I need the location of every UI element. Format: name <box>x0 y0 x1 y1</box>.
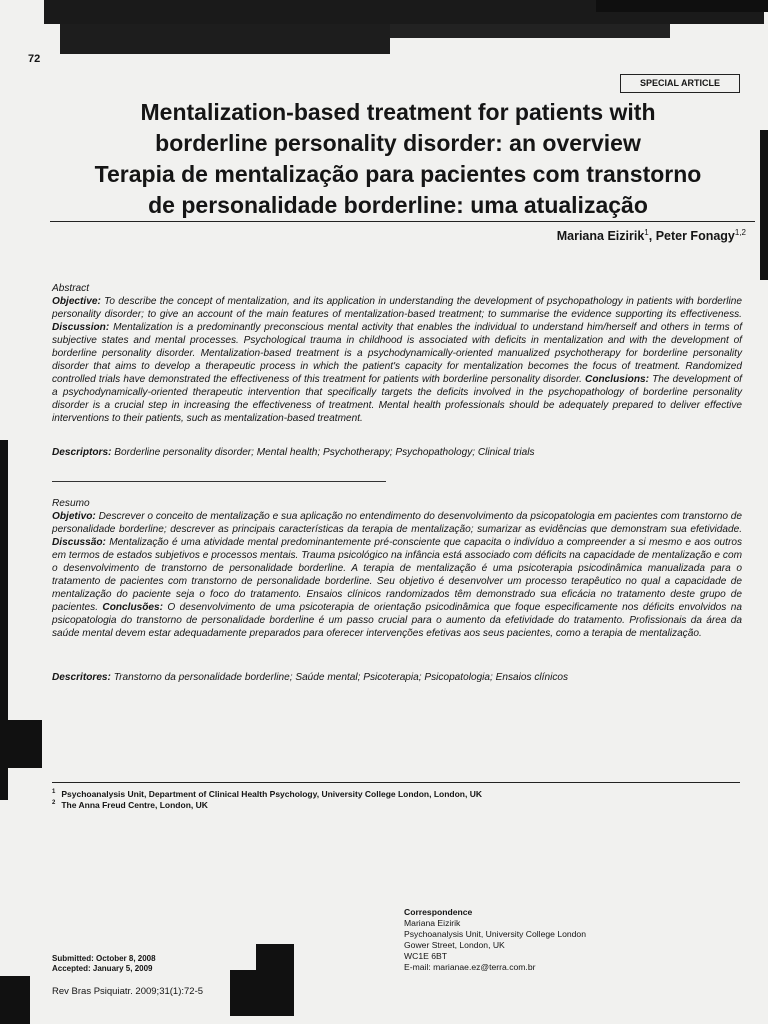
objective-text: To describe the concept of mentalization, and its application in understanding the development of psychopathology in patients with borderline personality disorder; to give an account of the main features of mentalization-based treatment; to summarise the evidence supporting its effectiveness. <box>52 296 742 320</box>
submitted-date: Submitted: October 8, 2008 <box>52 954 156 963</box>
section-badge: SPECIAL ARTICLE <box>620 74 740 93</box>
conclusoes-text: O desenvolvimento de uma psicoterapia de orientação psicodinâmica que foque especificamente nos déficits envolvidos na psicopatologia do transtorno de personalidade borderline é um passo crucial para o aumento da efetividade do tratamento. Profissionais da área da saúde mental devem estar adequadamente preparados para oferecer intervenções efetivas aos seus pacientes, como a terapia de mentalização. <box>52 602 742 639</box>
objetivo-text: Descrever o conceito de mentalização e sua aplicação no entendimento do desenvolvimento da psicopatologia em pacientes com transtorno de personalidade borderline; descrever as principais características da terapia de mentalização; sumarizar as evidências que demonstram sua efetividade. <box>52 511 742 535</box>
footnote-mark: 2 <box>52 800 56 807</box>
scan-artifact-top-right <box>596 0 768 12</box>
scan-artifact-top-mid <box>390 24 670 38</box>
page-number: 72 <box>28 53 41 65</box>
objective-label: Objective: <box>52 296 101 307</box>
footnote-1 <box>52 789 482 799</box>
author-name: Peter Fonagy <box>655 229 735 244</box>
journal-citation: Rev Bras Psiquiatr. 2009;31(1):72-5 <box>52 986 204 997</box>
scan-artifact-bottom-block-3 <box>280 944 294 966</box>
discussion-label: Discussion: <box>52 322 110 333</box>
footnote-divider <box>52 782 740 783</box>
descriptors <box>52 447 742 458</box>
descritores-text: Transtorno da personalidade borderline; Saúde mental; Psicoterapia; Psicopatologia; Ensaios clínicos <box>110 672 569 683</box>
correspondence-address-2: Gower Street, London, UK <box>404 940 505 950</box>
conclusions-label: Conclusions: <box>585 374 649 385</box>
footnote-mark: 1 <box>52 789 56 796</box>
descriptors-label: Descriptors: <box>52 447 112 458</box>
conclusions-text: The development of a psychodynamically-oriented therapeutic intervention that specifically targets the deficits involved in the psychopathology of borderline personality disorder is a crucial step in increasing the effectiveness of treatment. Mental health professionals should be adequately prepared to deliver effective interventions to their patients, such as mentalization-based treatment. <box>52 374 742 424</box>
resumo-section <box>52 497 742 640</box>
section-divider <box>52 481 386 482</box>
author-name: Mariana Eizirik <box>556 229 645 244</box>
footnote-text: Psychoanalysis Unit, Department of Clinical Health Psychology, University College London, London, UK <box>61 789 483 799</box>
scan-artifact-top-left <box>60 24 390 54</box>
objetivo-label: Objetivo: <box>52 511 96 522</box>
author-affiliation-mark: 1 <box>644 228 649 237</box>
submission-dates <box>52 954 156 974</box>
correspondence-block <box>404 907 586 973</box>
author-affiliation-mark: 1,2 <box>734 228 746 237</box>
scan-artifact-left-bottom <box>0 976 30 1024</box>
resumo-heading: Resumo <box>52 498 90 509</box>
accepted-date: Accepted: January 5, 2009 <box>52 964 153 973</box>
discussion-text: Mentalization is a predominantly preconscious mental activity that enables the individual to understand him/herself and others in terms of subjective states and mental processes. Psychological trauma in childhood is associated with deficits in mentalization and with the development of borderline personality disorder. Mentalization-based treatment is a psychodynamically-oriented manualized psychotherapy for borderline personality disorder that aims to develop a therapeutic process in which the patient's capacity for mentalization becomes the focus of treatment. Randomized controlled trials have demonstrated the effectiveness of this treatment for patients with borderline personality disorder. <box>52 322 742 385</box>
title-pt-line-1: Terapia de mentalização para pacientes com transtorno <box>94 161 702 187</box>
conclusoes-label: Conclusões: <box>102 602 163 613</box>
descritores <box>52 672 742 683</box>
correspondence-name: Mariana Eizirik <box>404 918 461 928</box>
correspondence-address-1: Psychoanalysis Unit, University College London <box>404 929 586 939</box>
scan-artifact-left-block <box>0 720 42 768</box>
discussao-label: Discussão: <box>52 537 106 548</box>
author-list: Mariana Eizirik$^1$, Peter Fonagy$^{1,2}$ <box>556 228 746 244</box>
correspondence-label: Correspondence <box>404 907 473 917</box>
discussao-text: Mentalização é uma atividade mental predominantemente pré-consciente que capacita o indivíduo a compreender a si mesmo e aos outros em termos de estados subjetivos e processos mentais. Trauma psicológico na infância está associado com déficits na capacidade de mentalização e com o desenvolvimento de transtorno de personalidade borderline. A terapia de mentalização é uma psicoterapia psicodinâmica manualizada para o tratamento de pacientes com transtorno de personalidade borderline. Seu objetivo é desenvolver um processo terapêutico no qual a capacidade de mentalização do paciente seja o foco do tratamento. Ensaios clínicos randomizados têm demonstrado sua eficácia no tratamento deste grupo de pacientes. <box>52 537 742 613</box>
descritores-label: Descritores: <box>52 672 111 683</box>
title-en-line-2: borderline personality disorder: an overview <box>155 130 641 156</box>
scan-artifact-right-edge <box>760 130 768 280</box>
scan-artifact-bottom-block-2 <box>230 970 256 1016</box>
title-en-line-1: Mentalization-based treatment for patients with <box>140 99 656 125</box>
footnote-2 <box>52 800 208 810</box>
title-divider <box>50 221 755 222</box>
descriptors-text: Borderline personality disorder; Mental health; Psychotherapy; Psychopathology; Clinical trials <box>111 447 535 458</box>
abstract-section <box>52 282 742 425</box>
article-title <box>40 97 756 221</box>
abstract-heading: Abstract <box>52 283 90 294</box>
footnote-text: The Anna Freud Centre, London, UK <box>61 800 208 810</box>
correspondence-postcode: WC1E 6BT <box>404 951 447 961</box>
title-pt-line-2: de personalidade borderline: uma atualização <box>148 192 648 218</box>
correspondence-email[interactable]: E-mail: marianae.ez@terra.com.br <box>404 962 536 972</box>
